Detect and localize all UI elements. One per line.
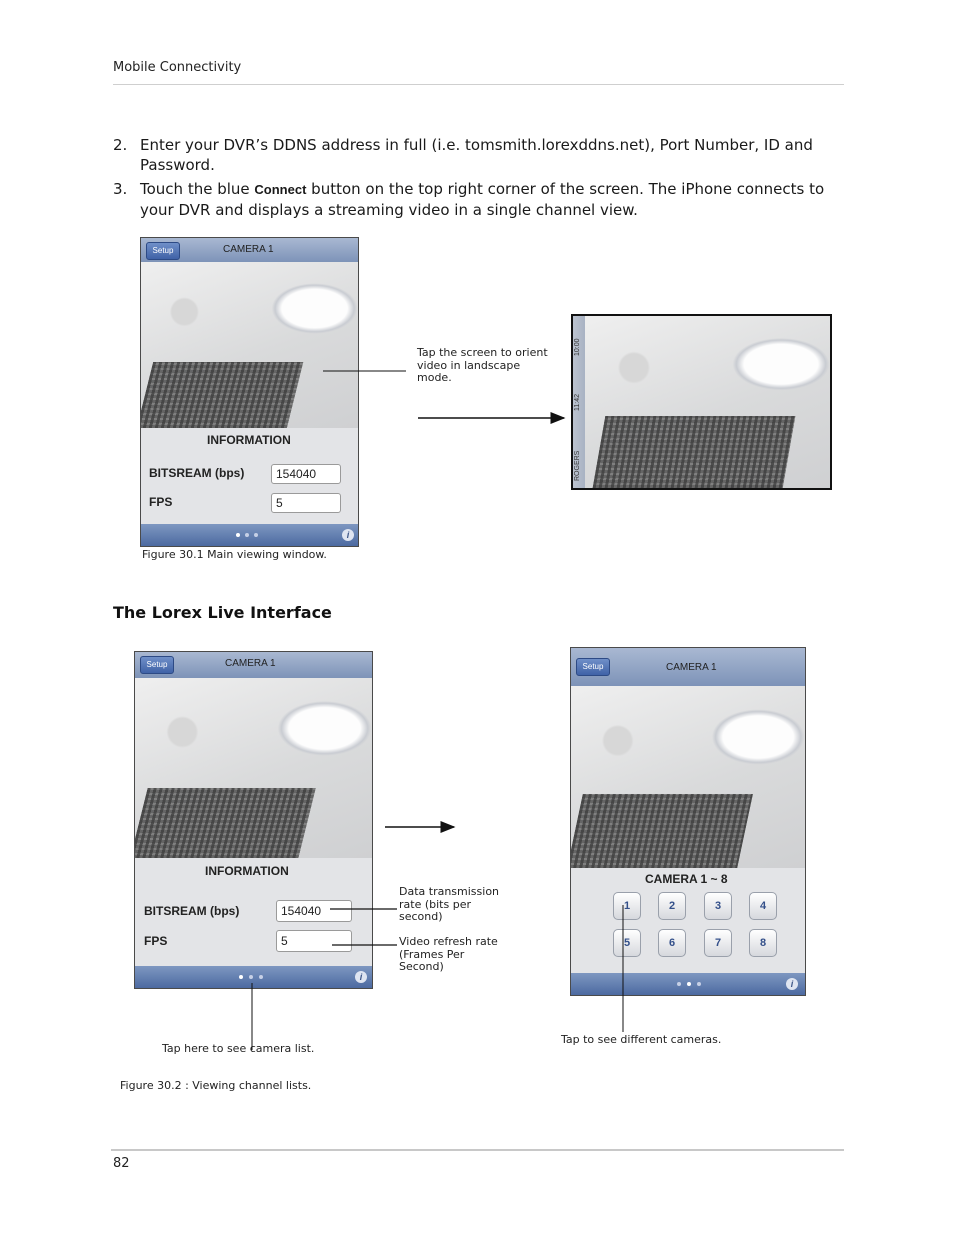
step-text-after: button on the top right corner of the screen. The iPhone connects to your DVR and displays a streaming video in a single channel view. bbox=[140, 180, 825, 219]
figure2-caption: Figure 30.2 : Viewing channel lists. bbox=[120, 1079, 312, 1092]
camera-button-3[interactable]: 3 bbox=[704, 892, 732, 920]
information-title: INFORMATION bbox=[207, 433, 291, 447]
fps-field: 5 bbox=[271, 493, 341, 513]
note-landscape: Tap the screen to orient video in landscape mode. bbox=[417, 346, 548, 384]
page-number: 82 bbox=[113, 1156, 130, 1171]
camera-button-7[interactable]: 7 bbox=[704, 929, 732, 957]
strip-text: 10:00 bbox=[574, 338, 581, 356]
camera-button-2[interactable]: 2 bbox=[658, 892, 686, 920]
note-bitrate: Data transmission rate (bits per second) bbox=[399, 885, 500, 923]
figure1-caption: Figure 30.1 Main viewing window. bbox=[142, 548, 327, 561]
bitstream-label: BITSREAM (bps) bbox=[144, 904, 240, 918]
camera-title: CAMERA 1 bbox=[223, 244, 274, 255]
camera-button-1[interactable]: 1 bbox=[613, 892, 641, 920]
camera-button-6[interactable]: 6 bbox=[658, 929, 686, 957]
fps-label: FPS bbox=[149, 495, 173, 509]
note-camera-list: Tap here to see camera list. bbox=[162, 1042, 315, 1055]
fps-field: 5 bbox=[276, 930, 352, 952]
step-text-before: Touch the blue bbox=[140, 180, 255, 198]
camera-button-4[interactable]: 4 bbox=[749, 892, 777, 920]
footer-divider bbox=[111, 1149, 844, 1151]
setup-button[interactable]: Setup bbox=[576, 658, 610, 676]
setup-button[interactable]: Setup bbox=[146, 242, 180, 260]
section-title: The Lorex Live Interface bbox=[113, 603, 332, 622]
step-text: Enter your DVR’s DDNS address in full (i.e. tomsmith.lorexddns.net), Port Number, ID and Password. bbox=[140, 136, 813, 174]
camera-title: CAMERA 1 bbox=[225, 658, 276, 669]
setup-button[interactable]: Setup bbox=[140, 656, 174, 674]
running-header: Mobile Connectivity bbox=[113, 60, 242, 75]
step-number: 2. bbox=[113, 136, 128, 154]
strip-text: ROGERS bbox=[574, 450, 581, 481]
bitstream-field: 154040 bbox=[271, 464, 341, 484]
camera-button-8[interactable]: 8 bbox=[749, 929, 777, 957]
information-title: INFORMATION bbox=[205, 864, 289, 878]
info-icon[interactable]: i bbox=[342, 529, 354, 541]
bitstream-label: BITSREAM (bps) bbox=[149, 466, 245, 480]
info-icon[interactable]: i bbox=[786, 978, 798, 990]
camera-title: CAMERA 1 bbox=[666, 662, 717, 673]
fps-label: FPS bbox=[144, 934, 168, 948]
strip-text: 11:42 bbox=[574, 394, 581, 411]
step-number: 3. bbox=[113, 180, 128, 198]
connect-word: Connect bbox=[254, 182, 307, 197]
note-cameras: Tap to see different cameras. bbox=[561, 1033, 722, 1046]
info-icon[interactable]: i bbox=[355, 971, 367, 983]
bitstream-field: 154040 bbox=[276, 900, 352, 922]
note-fps: Video refresh rate (Frames Per Second) bbox=[399, 935, 498, 973]
camera-range-label: CAMERA 1 ~ 8 bbox=[645, 872, 728, 886]
camera-button-5[interactable]: 5 bbox=[613, 929, 641, 957]
